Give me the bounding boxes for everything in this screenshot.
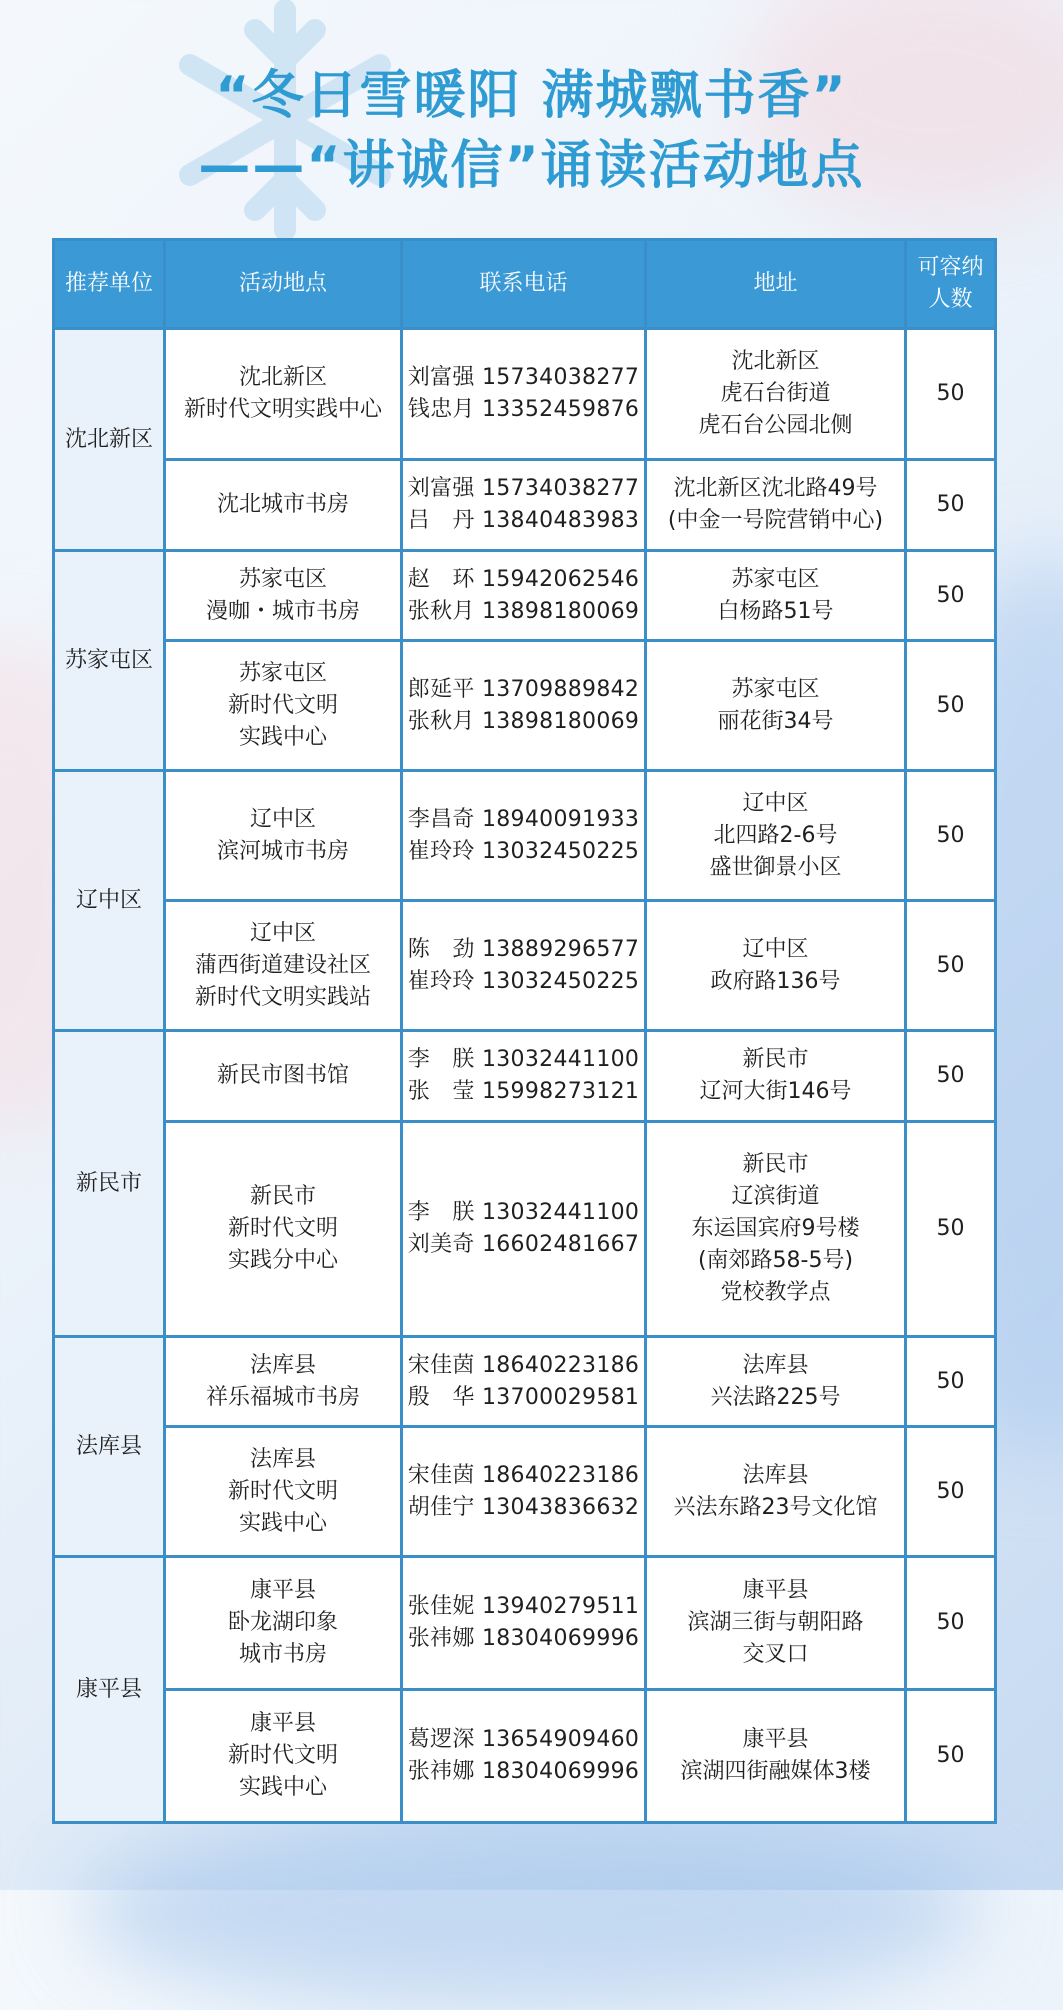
header-address: 地址 <box>646 240 906 329</box>
header-phone: 联系电话 <box>402 240 646 329</box>
cell-address-line: 康平县 <box>742 1727 809 1752</box>
cell-unit: 沈北新区 <box>54 329 165 551</box>
cell-phone <box>402 901 646 1031</box>
cell-place <box>165 901 402 1031</box>
cell-phone-line: 崔玲玲 13032450225 <box>407 968 640 994</box>
cell-unit: 康平县 <box>54 1557 165 1823</box>
header-capacity-line: 可容纳 <box>917 255 984 280</box>
cell-place-line: 新民市 <box>249 1184 316 1209</box>
table-row <box>54 551 996 641</box>
cell-unit: 法库县 <box>54 1337 165 1557</box>
cell-phone <box>402 329 646 460</box>
header-capacity-line: 人数 <box>928 287 973 312</box>
cell-phone-line: 宋佳茵 18640223186 <box>407 1352 640 1378</box>
cell-place <box>165 551 402 641</box>
table-row <box>54 901 996 1031</box>
title-line-1: “冬日雪暖阳 满城飘书香” <box>215 66 848 126</box>
cell-phone-line: 李昌奇 18940091933 <box>407 806 640 832</box>
cell-address-line: 新民市 <box>742 1047 809 1072</box>
cell-place-line: 新时代文明 <box>227 1478 338 1504</box>
cell-phone <box>402 1690 646 1823</box>
cell-phone <box>402 1337 646 1427</box>
cell-place-line: 祥乐福城市书房 <box>205 1384 360 1410</box>
cell-address-line: 政府路136号 <box>710 968 841 994</box>
cell-phone-line: 张 莹 15998273121 <box>407 1079 640 1104</box>
cell-place-line: 沈北城市书房 <box>216 492 349 517</box>
cell-place-line: 新时代文明 <box>227 1216 338 1241</box>
cell-address-line: 虎石台公园北侧 <box>698 413 853 438</box>
cell-capacity: 50 <box>906 641 996 771</box>
cell-place-line: 辽中区 <box>249 806 316 832</box>
header-capacity <box>906 240 996 329</box>
cell-place-line: 苏家屯区 <box>238 660 327 686</box>
cell-phone <box>402 1031 646 1122</box>
cell-place-line: 漫咖・城市书房 <box>205 598 360 624</box>
cell-place <box>165 329 402 460</box>
cell-address-line: 北四路2-6号 <box>713 822 838 848</box>
cell-address <box>646 1690 906 1823</box>
cell-place-line: 苏家屯区 <box>238 566 327 592</box>
table-row <box>54 329 996 460</box>
cell-place-line: 实践中心 <box>238 1510 327 1536</box>
cell-place-line: 城市书房 <box>238 1642 327 1667</box>
cell-unit: 辽中区 <box>54 771 165 1031</box>
cell-place <box>165 1122 402 1337</box>
cell-address-line: 白杨路51号 <box>717 598 834 624</box>
cell-place-line: 法库县 <box>249 1352 316 1378</box>
cell-address-line: 法库县 <box>742 1462 809 1488</box>
cell-place <box>165 771 402 901</box>
cell-address-line: 辽滨街道 <box>731 1184 820 1209</box>
cell-capacity: 50 <box>906 1337 996 1427</box>
cell-address-line: 丽花街34号 <box>717 708 834 734</box>
cell-place-line: 滨河城市书房 <box>216 838 349 864</box>
cell-phone-line: 刘富强 15734038277 <box>407 476 640 501</box>
cell-place-line: 实践分中心 <box>227 1248 338 1273</box>
cell-place <box>165 1557 402 1690</box>
cell-phone-line: 张秋月 13898180069 <box>407 708 640 734</box>
table-row <box>54 641 996 771</box>
cell-place-line: 康平县 <box>249 1578 316 1603</box>
table-body <box>54 329 996 1823</box>
cell-address-line: 滨湖三街与朝阳路 <box>687 1610 864 1635</box>
cell-place-line: 新时代文明实践站 <box>194 984 371 1010</box>
cell-phone-line: 胡佳宁 13043836632 <box>407 1494 640 1520</box>
cell-phone-line: 钱忠月 13352459876 <box>407 397 640 422</box>
cell-address-line: 苏家屯区 <box>731 566 820 592</box>
cell-phone <box>402 771 646 901</box>
cell-address <box>646 460 906 551</box>
cell-address-line: 苏家屯区 <box>731 676 820 702</box>
cell-address-line: 新民市 <box>742 1152 809 1177</box>
cell-address <box>646 901 906 1031</box>
cell-address-line: 党校教学点 <box>720 1280 831 1305</box>
cell-address-line: 辽河大街146号 <box>699 1079 852 1104</box>
cell-address-line: 沈北新区 <box>731 349 820 374</box>
cell-phone-line: 陈 劲 13889296577 <box>407 936 640 962</box>
cell-phone <box>402 641 646 771</box>
header-unit: 推荐单位 <box>54 240 165 329</box>
cell-phone-line: 张祎娜 18304069996 <box>407 1626 640 1651</box>
cell-address-line: 康平县 <box>742 1578 809 1603</box>
cell-place <box>165 1427 402 1557</box>
page-title <box>0 62 1063 200</box>
cell-phone <box>402 1557 646 1690</box>
cell-place-line: 卧龙湖印象 <box>227 1610 338 1635</box>
cell-phone <box>402 1427 646 1557</box>
cell-capacity: 50 <box>906 1557 996 1690</box>
cell-phone-line: 崔玲玲 13032450225 <box>407 838 640 864</box>
table-row <box>54 1557 996 1690</box>
cell-phone-line: 葛逻深 13654909460 <box>407 1727 640 1752</box>
cell-capacity: 50 <box>906 1031 996 1122</box>
cell-place <box>165 641 402 771</box>
cell-address-line: 交叉口 <box>742 1642 809 1667</box>
cell-capacity: 50 <box>906 1427 996 1557</box>
cell-place-line: 实践中心 <box>238 724 327 750</box>
cell-place <box>165 1031 402 1122</box>
table-row <box>54 1031 996 1122</box>
cell-address <box>646 1031 906 1122</box>
cell-address-line: (中金一号院营销中心) <box>667 508 884 533</box>
cell-capacity: 50 <box>906 551 996 641</box>
cell-address-line: 沈北新区沈北路49号 <box>673 476 878 501</box>
table-row <box>54 1122 996 1337</box>
cell-phone-line: 李 朕 13032441100 <box>407 1047 640 1072</box>
cell-place-line: 辽中区 <box>249 920 316 946</box>
cell-address-line: 兴法路225号 <box>710 1384 841 1410</box>
cell-place-line: 法库县 <box>249 1446 316 1472</box>
cell-place-line: 新民市图书馆 <box>216 1063 349 1088</box>
cell-phone-line: 张祎娜 18304069996 <box>407 1759 640 1784</box>
cell-capacity: 50 <box>906 771 996 901</box>
cell-address <box>646 1427 906 1557</box>
cell-place-line: 蒲西街道建设社区 <box>194 952 371 978</box>
cell-address <box>646 329 906 460</box>
cell-place-line: 新时代文明 <box>227 1743 338 1768</box>
background-decoration <box>80 1810 980 2010</box>
table-row <box>54 771 996 901</box>
cell-address-line: 兴法东路23号文化馆 <box>673 1494 878 1520</box>
cell-address-line: (南郊路58-5号) <box>697 1248 854 1273</box>
cell-address <box>646 551 906 641</box>
cell-place-line: 实践中心 <box>238 1775 327 1800</box>
cell-capacity: 50 <box>906 901 996 1031</box>
cell-address <box>646 1337 906 1427</box>
cell-phone <box>402 460 646 551</box>
cell-phone-line: 张佳妮 13940279511 <box>407 1594 640 1619</box>
cell-place-line: 新时代文明实践中心 <box>183 397 382 422</box>
cell-phone-line: 殷 华 13700029581 <box>407 1384 640 1410</box>
cell-capacity: 50 <box>906 329 996 460</box>
cell-place-line: 康平县 <box>249 1711 316 1736</box>
cell-address-line: 东运国宾府9号楼 <box>691 1216 860 1241</box>
cell-address-line: 辽中区 <box>742 790 809 816</box>
cell-address-line: 虎石台街道 <box>720 381 831 406</box>
cell-phone-line: 郎延平 13709889842 <box>407 676 640 702</box>
cell-phone-line: 赵 环 15942062546 <box>407 566 640 592</box>
cell-place-line: 新时代文明 <box>227 692 338 718</box>
cell-unit: 新民市 <box>54 1031 165 1337</box>
cell-phone-line: 张秋月 13898180069 <box>407 598 640 624</box>
cell-address-line: 法库县 <box>742 1352 809 1378</box>
cell-place <box>165 1690 402 1823</box>
cell-phone-line: 李 朕 13032441100 <box>407 1200 640 1225</box>
cell-phone-line: 宋佳茵 18640223186 <box>407 1462 640 1488</box>
table-row <box>54 1337 996 1427</box>
table-row <box>54 1427 996 1557</box>
cell-address-line: 盛世御景小区 <box>709 854 842 880</box>
cell-capacity: 50 <box>906 460 996 551</box>
cell-place <box>165 1337 402 1427</box>
table-row <box>54 1690 996 1823</box>
cell-unit: 苏家屯区 <box>54 551 165 771</box>
table-row <box>54 460 996 551</box>
cell-phone <box>402 1122 646 1337</box>
cell-place <box>165 460 402 551</box>
cell-phone-line: 吕 丹 13840483983 <box>407 508 640 533</box>
table-header-row <box>54 240 996 329</box>
cell-phone-line: 刘美奇 16602481667 <box>407 1232 640 1257</box>
cell-place-line: 沈北新区 <box>238 365 327 390</box>
cell-address <box>646 641 906 771</box>
cell-address-line: 辽中区 <box>742 936 809 962</box>
cell-address <box>646 1557 906 1690</box>
cell-address <box>646 1122 906 1337</box>
title-line-2: ——“讲诚信”诵读活动地点 <box>198 136 865 196</box>
cell-capacity: 50 <box>906 1690 996 1823</box>
cell-capacity: 50 <box>906 1122 996 1337</box>
cell-address <box>646 771 906 901</box>
activity-location-table <box>52 238 997 1824</box>
cell-address-line: 滨湖四街融媒体3楼 <box>680 1759 871 1784</box>
cell-phone <box>402 551 646 641</box>
header-place: 活动地点 <box>165 240 402 329</box>
cell-phone-line: 刘富强 15734038277 <box>407 365 640 390</box>
